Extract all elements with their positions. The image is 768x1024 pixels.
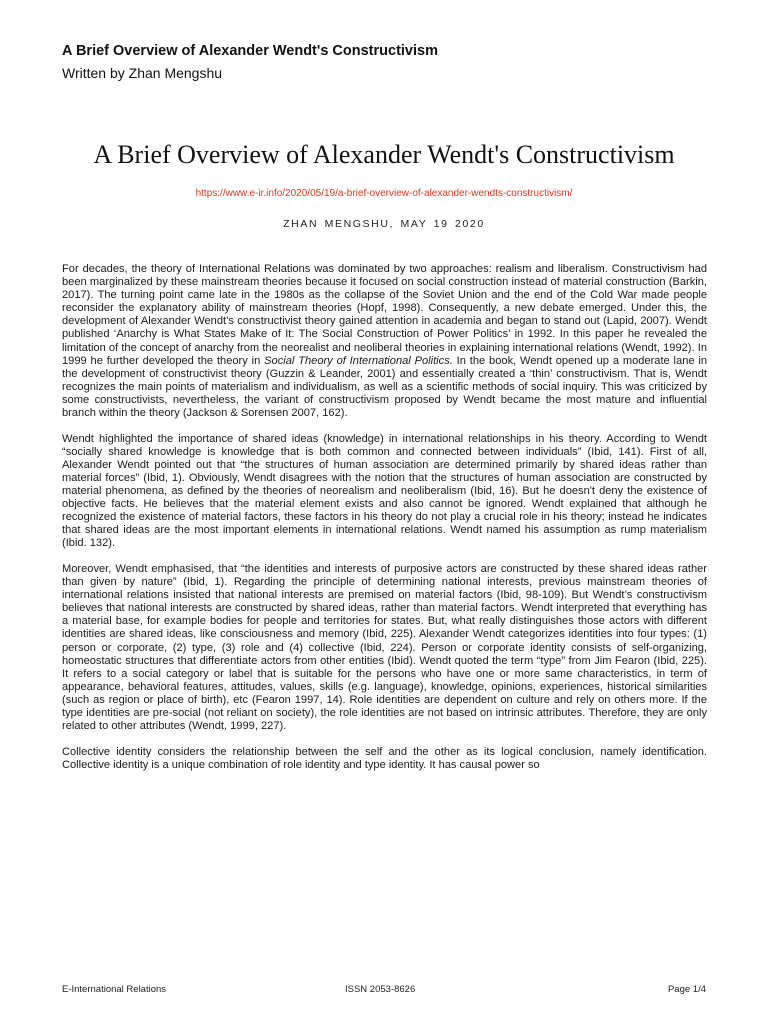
footer-publisher: E-International Relations [62, 984, 167, 995]
paragraph-4: Collective identity considers the relationship between the self and the other as its logical conclusion, namely identification. Collective identity is a unique combination of role identity and type identity. It has causal power so [62, 745, 707, 771]
footer-issn: ISSN 2053-8626 [345, 984, 416, 995]
book-title-italic: Social Theory of International Politics. [264, 354, 453, 367]
article-body [62, 263, 707, 784]
paragraph-1 [62, 263, 707, 420]
running-header [62, 42, 712, 83]
running-header-author: Written by Zhan Mengshu [62, 65, 223, 81]
page-footer [62, 984, 706, 998]
article-byline: ZHAN MENGSHU, MAY 19 2020 [283, 218, 485, 230]
footer-page-number: Page 1/4 [667, 984, 706, 995]
paragraph-1-text-a: For decades, the theory of International Relations was dominated by two approaches: realism and liberalism. Constructivism had been marginalized by these mainstream theories because it focused on social construction instead of material construction (Barkin, 2017). The turning point came late in the 1980s as the collapse of the Soviet Union and the end of the Cold War made people reconsider the explanatory ability of mainstream theories (Hopf, 1998). Consequently, a new debate emerged. Under this, the development of Alexander Wendt’s constructivist theory gained attention in academia and began to stand out (Lapid, 2007). Wendt published ‘Anarchy is What States Make of It: The Social Construction of Power Politics’ in 1992. In this paper he revealed the limitation of the concept of anarchy from the neorealist and neoliberal theories in explaining international relations (Wendt, 1992). In 1999 he further developed the theory in [62, 263, 707, 367]
paragraph-3: Moreover, Wendt emphasised, that “the identities and interests of purposive actors are constructed by these shared ideas rather than given by nature” (Ibid, 1). Regarding the principle of determining national interests, previous mainstream theories of international relations insisted that national interests are premised on material factors (Ibid, 98-109). But Wendt’s constructivism believes that national interests are constructed by shared ideas, rather than material factors. Wendt interpreted that everything has a material base, for example bodies for people and territories for states. But, what really distinguishes those actors with different identities are shared ideas, like consciousness and memory (Ibid, 225). Alexander Wendt categorizes identities into four types: (1) person or corporate, (2) type, (3) role and (4) collective (Ibid, 224). Person or corporate identity consists of self-organizing, homeostatic structures that differentiate actors from other entities (Ibid). Wendt quoted the term “type” from Jim Fearon (Ibid, 225). It refers to a social category or label that is suitable for the persons who have one or more same characteristics, in term of appearance, behavioral features, attitudes, values, skills (e.g. language), knowledge, opinions, experiences, historical similarities (such as region or place of birth), etc (Fearon 1997, 14). Role identities are dependent on culture and rely on others more. If the type identities are pre-social (not reliant on society), the role identities are not based on intrinsic attributes. Therefore, they are only related to other attributes (Wendt, 1999, 227). [62, 562, 707, 733]
paragraph-1-text-b: In the book, Wendt opened up a moderate lane in the development of constructivist theory (Guzzin & Leander, 2001) and essentially created a ‘thin’ constructivism. That is, Wendt recognizes the main points of materialism and individualism, as well as a scientific methods of social inquiry. This was criticized by some constructivists, nevertheless, the variant of constructivism proposed by Wendt became the most mature and influential branch within the theory (Jackson & Sorensen 2007, 162). [62, 354, 708, 420]
article-title: A Brief Overview of Alexander Wendt's Constructivism [93, 140, 675, 169]
paragraph-2: Wendt highlighted the importance of shared ideas (knowledge) in international relationships in his theory. According to Wendt “socially shared knowledge is knowledge that is both common and connected between individuals” (Ibid, 141). First of all, Alexander Wendt pointed out that “the structures of human association are determined primarily by shared ideas rather than material forces” (Ibid, 1). Obviously, Wendt disagrees with the notion that the structures of human association are constructed by material phenomena, as defined by the theories of neorealism and neoliberalism (Ibid, 16). But he doesn't deny the existence of objective facts. He believes that the material element exists and also cannot be ignored. Wendt explained that although he recognized the existence of material factors, these factors in his theory do not play a crucial role in his theory; instead he indicates that shared ideas are the most important elements in international relations. Wendt named his assumption as rump materialism (Ibid. 132). [62, 432, 707, 550]
source-url-link[interactable]: https://www.e-ir.info/2020/05/19/a-brief-overview-of-alexander-wendts-constructivism/ [195, 188, 573, 199]
running-header-title: A Brief Overview of Alexander Wendt's Constructivism [62, 43, 438, 59]
